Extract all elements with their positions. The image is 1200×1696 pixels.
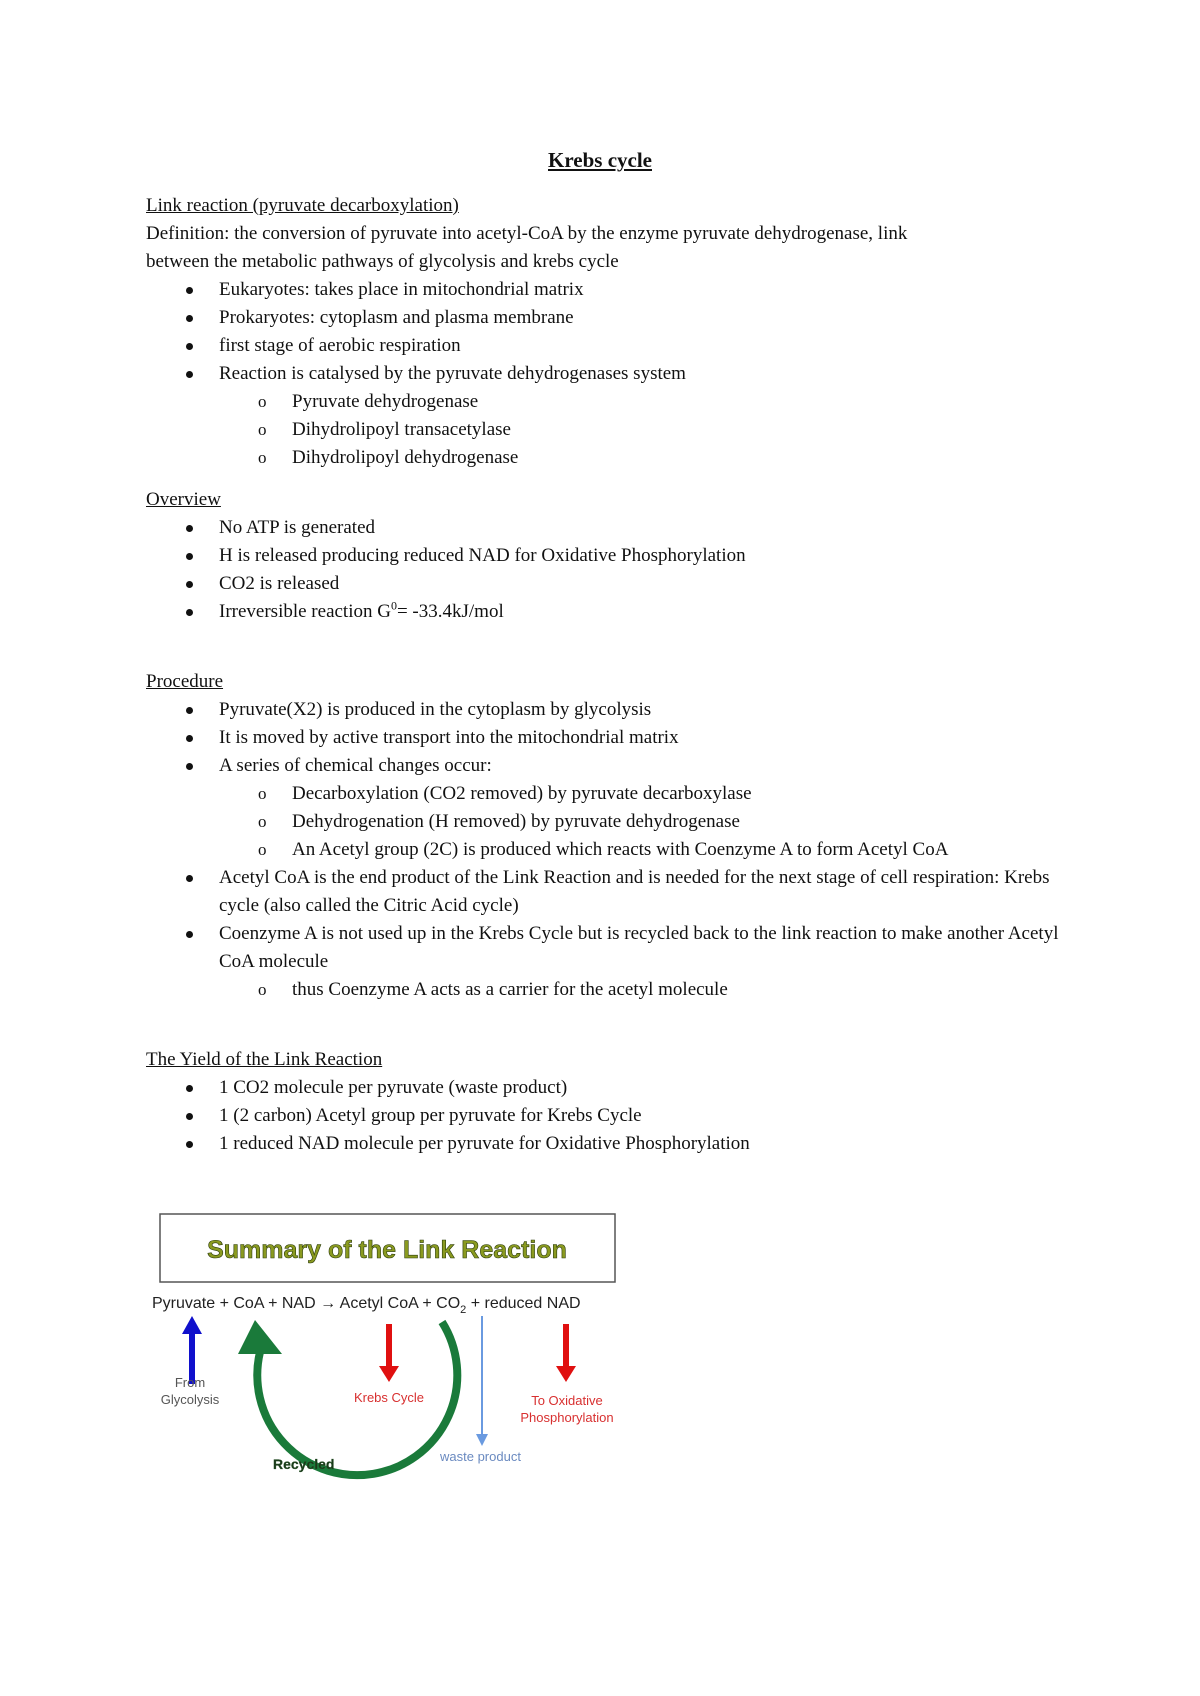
from-label-line1: From bbox=[174, 1375, 206, 1390]
list-item bbox=[146, 598, 1066, 626]
list-item: Eukaryotes: takes place in mitochondrial matrix bbox=[146, 276, 1066, 304]
definition-line-2: between the metabolic pathways of glycolysis and krebs cycle bbox=[146, 251, 619, 272]
overview-heading: Overview bbox=[146, 489, 221, 510]
page-title: Krebs cycle bbox=[548, 148, 652, 172]
link-reaction-diagram bbox=[150, 1212, 630, 1487]
from-label-line2: Glycolysis bbox=[160, 1392, 220, 1407]
link-reaction-heading: Link reaction (pyruvate decarboxylation) bbox=[146, 195, 459, 216]
superscript: 0 bbox=[390, 598, 397, 613]
list-item: H is released producing reduced NAD for Oxidative Phosphorylation bbox=[146, 542, 1066, 570]
waste-label: waste product bbox=[440, 1449, 521, 1464]
krebs-arrow bbox=[379, 1324, 399, 1382]
list-item: It is moved by active transport into the mitochondrial matrix bbox=[146, 724, 1066, 752]
recycled-label: Recycled bbox=[273, 1456, 335, 1472]
irreversible-suffix: = -33.4kJ/mol bbox=[396, 601, 504, 622]
recycled-arrow bbox=[238, 1320, 457, 1475]
waste-arrow bbox=[476, 1316, 488, 1446]
sub-list-item: o Dehydrogenation (H removed) by pyruvate dehydrogenase bbox=[146, 808, 1066, 836]
krebs-label: Krebs Cycle bbox=[353, 1390, 425, 1405]
oxidative-label-line2: Phosphorylation bbox=[520, 1410, 614, 1425]
equation-end: + reduced NAD bbox=[466, 1295, 581, 1312]
list-item: first stage of aerobic respiration bbox=[146, 332, 1066, 360]
equation-main: Pyruvate + CoA + NAD → Acetyl CoA + CO bbox=[152, 1295, 461, 1312]
equation bbox=[152, 1295, 581, 1316]
equation-subscript: 2 bbox=[460, 1304, 467, 1316]
sub-list-item: o Pyruvate dehydrogenase bbox=[146, 388, 1066, 416]
list-item: Prokaryotes: cytoplasm and plasma membrane bbox=[146, 304, 1066, 332]
sub-list-item: o An Acetyl group (2C) is produced which reacts with Coenzyme A to form Acetyl CoA bbox=[146, 836, 1066, 864]
list-item: Reaction is catalysed by the pyruvate dehydrogenases system bbox=[146, 360, 1066, 388]
yield-list bbox=[146, 1074, 1066, 1158]
oxidative-label-line1: To Oxidative bbox=[531, 1393, 603, 1408]
list-item: 1 reduced NAD molecule per pyruvate for Oxidative Phosphorylation bbox=[146, 1130, 1066, 1158]
list-item: CO2 is released bbox=[146, 570, 1066, 598]
sub-list-item: o Dihydrolipoyl dehydrogenase bbox=[146, 444, 1066, 472]
list-item: Coenzyme A is not used up in the Krebs Cycle but is recycled back to the link reaction to make another Acetyl CoA molecule bbox=[146, 920, 1066, 976]
sub-list-item: o thus Coenzyme A acts as a carrier for the acetyl molecule bbox=[146, 976, 1066, 1004]
diagram-title: Summary of the Link Reaction bbox=[207, 1236, 567, 1264]
sub-list-item: o Dihydrolipoyl transacetylase bbox=[146, 416, 1066, 444]
from-glycolysis-arrow bbox=[182, 1316, 202, 1384]
list-item: 1 (2 carbon) Acetyl group per pyruvate for Krebs Cycle bbox=[146, 1102, 1066, 1130]
list-item: Pyruvate(X2) is produced in the cytoplasm by glycolysis bbox=[146, 696, 1066, 724]
link-reaction-list bbox=[146, 276, 1066, 472]
sub-list-item: o Decarboxylation (CO2 removed) by pyruvate decarboxylase bbox=[146, 780, 1066, 808]
overview-list bbox=[146, 514, 1066, 626]
procedure-list bbox=[146, 696, 1066, 1004]
yield-heading: The Yield of the Link Reaction bbox=[146, 1049, 383, 1070]
document-body bbox=[146, 192, 1066, 1158]
definition-line-1: Definition: the conversion of pyruvate into acetyl-CoA by the enzyme pyruvate dehydrogenase, link bbox=[146, 223, 908, 244]
list-item: Acetyl CoA is the end product of the Link Reaction and is needed for the next stage of cell respiration: Krebs cycle (also called the Citric Acid cycle) bbox=[146, 864, 1066, 920]
list-item: A series of chemical changes occur: bbox=[146, 752, 1066, 780]
oxidative-arrow bbox=[556, 1324, 576, 1382]
list-item: No ATP is generated bbox=[146, 514, 1066, 542]
irreversible-prefix: Irreversible reaction G bbox=[219, 601, 391, 622]
list-item: 1 CO2 molecule per pyruvate (waste product) bbox=[146, 1074, 1066, 1102]
procedure-heading: Procedure bbox=[146, 671, 224, 692]
